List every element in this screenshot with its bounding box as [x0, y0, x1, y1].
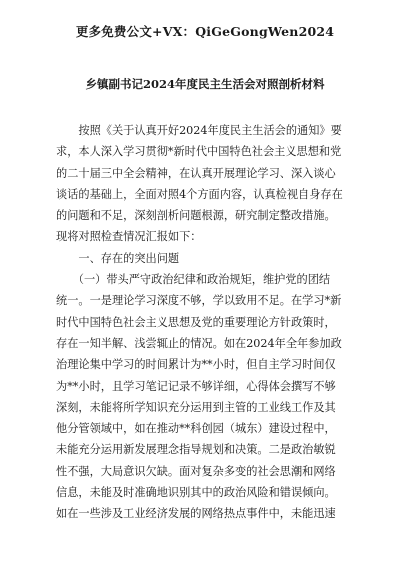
body-line: （一）带头严守政治纪律和政治规矩，维护党的团结	[56, 273, 331, 287]
body-line: 为**小时，且学习笔记记录不够详细，心得体会撰写不够	[56, 379, 336, 393]
body-line: 时代中国特色社会主义思想及党的重要理论方针政策时，	[56, 315, 336, 329]
watermark-header: 更多免费公文+VX：QiGeGongWen2024	[75, 24, 335, 39]
body-line: 治理论集中学习的时间累计为**小时，但自主学习时间仅	[56, 358, 336, 372]
body-line: 按照《关于认真开好2024年度民主生活会的通知》要	[56, 124, 342, 137]
body-line: 求，本人深入学习贯彻*新时代中国特色社会主义思想和党	[56, 145, 342, 159]
body-line: 的问题和不足，深刻剖析问题根源，研究制定整改措施。	[56, 209, 336, 223]
body-line: 性不强，大局意识欠缺。面对复杂多变的社会思潮和网络	[56, 464, 336, 478]
body-line: 未能充分运用新发展理念指导规划和决策。二是政治敏锐	[56, 443, 336, 457]
body-line: 统一。一是理论学习深度不够，学以致用不足。在学习*新	[56, 294, 342, 308]
body-line: 的二十届三中全会精神，在认真开展理论学习、深入谈心	[56, 166, 336, 180]
body-line: 信息，未能及时准确地识别其中的政治风险和错误倾向。	[56, 486, 336, 500]
document-title: 乡镇副书记2024年度民主生活会对照剖析材料	[85, 77, 325, 91]
section-heading: 一、存在的突出问题	[56, 251, 180, 265]
body-line: 他分管领域中，如在推动**科创园（城东）建设过程中，	[56, 422, 336, 436]
body-line: 深刻，未能将所学知识充分运用到主管的工业线工作及其	[56, 400, 336, 414]
body-line: 如在一些涉及工业经济发展的网络热点事件中，未能迅速	[56, 507, 336, 521]
document-body	[56, 120, 356, 525]
body-line: 谈话的基础上，全面对照4个方面内容，认真检视自身存在	[56, 187, 343, 201]
body-line: 存在一知半解、浅尝辄止的情况。如在2024年全年参加政	[56, 336, 342, 350]
body-line: 现将对照检查情况汇报如下：	[56, 230, 202, 244]
